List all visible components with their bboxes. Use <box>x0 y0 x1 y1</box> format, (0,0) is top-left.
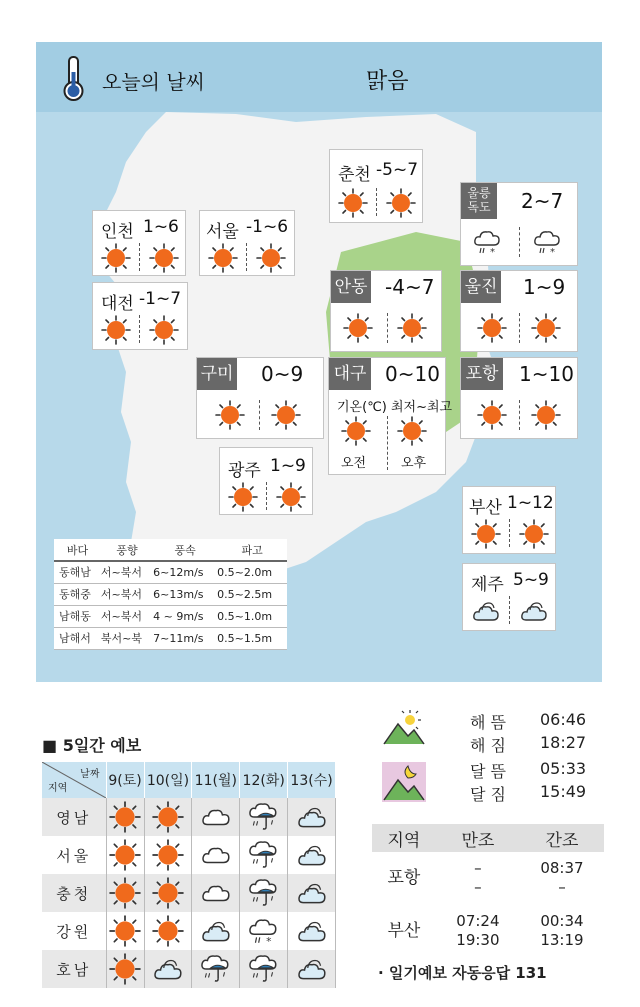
sun-icon <box>228 482 258 512</box>
sun-icon <box>519 519 549 549</box>
city-name: 서울 <box>206 222 239 242</box>
five-day-forecast-table <box>42 762 336 988</box>
sunset-time: 18:27 <box>540 733 587 752</box>
corner-region-label: 지역 <box>48 783 68 794</box>
moonrise-mountain-icon <box>382 762 426 802</box>
sunrise-label: 해 뜸 <box>470 713 506 732</box>
sea-cell: 6~13m/s <box>153 583 217 605</box>
sea-cell: 서~북서 <box>101 583 153 605</box>
city-temp: 0~9 <box>261 362 304 386</box>
moonrise-label: 달 뜸 <box>470 762 506 781</box>
weather-condition: 맑음 <box>366 69 409 94</box>
sun-icon <box>531 313 561 343</box>
forecast-day: 9(토) <box>106 762 144 798</box>
city-temp: 1~9 <box>270 456 306 476</box>
forecast-day: 13(수) <box>288 762 336 798</box>
divider <box>376 188 377 216</box>
partly-cloudy-icon <box>296 839 328 871</box>
forecast-corner-cell <box>42 762 106 798</box>
forecast-day: 12(화) <box>240 762 288 798</box>
sun-icon <box>343 313 373 343</box>
page-title: 오늘의 날씨 <box>102 70 205 94</box>
city-temp: 1~10 <box>519 362 574 386</box>
forecast-row <box>42 874 336 912</box>
divider <box>519 313 520 343</box>
city-name: 인천 <box>101 222 134 242</box>
sun-icon <box>109 839 141 871</box>
divider <box>139 315 140 343</box>
phone-service-note: · 일기예보 자동응답 131 <box>378 964 547 982</box>
sun-icon <box>397 313 427 343</box>
sun-icon <box>109 953 141 985</box>
rain-icon <box>248 801 280 833</box>
divider <box>387 416 388 470</box>
tide-region: 부산 <box>387 920 421 941</box>
sea-row <box>54 561 287 583</box>
city-card-andong <box>330 270 442 352</box>
tide-region: 포항 <box>387 867 421 888</box>
sea-header: 바다 <box>54 539 101 561</box>
sun-icon <box>271 400 301 430</box>
sea-row <box>54 627 287 649</box>
city-temp: 2~7 <box>521 189 564 213</box>
tide-header-row <box>372 824 604 852</box>
tide-low: 00:34 13:19 <box>540 912 584 949</box>
city-name: 광주 <box>228 461 261 481</box>
city-name: 대구 <box>329 358 371 390</box>
sun-icon <box>276 482 306 512</box>
city-temp: 0~10 <box>385 362 440 386</box>
sun-icon <box>471 519 501 549</box>
sea-cell: 동해남 <box>54 561 101 583</box>
sea-cell: 0.5~1.0m <box>217 605 287 627</box>
sea-header-row <box>54 539 287 561</box>
city-card-gwangju <box>219 447 313 515</box>
city-card-busan <box>462 486 556 554</box>
city-card-jeju <box>462 563 556 631</box>
sea-cell: 서~북서 <box>101 561 153 583</box>
tide-high: 07:24 19:30 <box>456 912 500 949</box>
tide-table <box>372 824 604 958</box>
city-temp: -1~6 <box>246 217 289 237</box>
am-label: 오전 <box>341 456 367 471</box>
sun-icon <box>208 243 238 273</box>
partly-cloudy-icon <box>296 801 328 833</box>
sunrise-mountain-icon <box>382 708 426 748</box>
forecast-title: ■ 5일간 예보 <box>42 736 142 755</box>
forecast-day: 10(일) <box>144 762 192 798</box>
corner-date-label: 날짜 <box>80 769 100 780</box>
divider <box>266 482 267 510</box>
sun-icon <box>215 400 245 430</box>
city-temp: 1~12 <box>507 493 554 513</box>
city-name: 울릉 독도 <box>461 183 497 219</box>
city-temp: -1~7 <box>139 289 182 309</box>
moonset-label: 달 짐 <box>470 785 506 804</box>
sun-icon <box>397 416 427 446</box>
sea-row <box>54 583 287 605</box>
sun-icon <box>341 416 371 446</box>
map-header <box>36 42 602 112</box>
partly-cloudy-icon <box>519 596 549 626</box>
city-card-ulleung <box>460 182 578 266</box>
forecast-day: 11(월) <box>192 762 240 798</box>
rain-icon <box>248 953 280 985</box>
forecast-region: 서울 <box>42 836 106 874</box>
city-card-daegu <box>328 357 453 475</box>
tide-header: 지역 <box>372 824 436 852</box>
partly-cloudy-icon <box>296 915 328 947</box>
city-name: 제주 <box>471 575 504 595</box>
forecast-row <box>42 912 336 950</box>
divider <box>519 400 520 430</box>
snow-rain-icon <box>473 227 503 257</box>
city-card-gumi <box>196 357 324 439</box>
forecast-region: 호남 <box>42 950 106 988</box>
tide-header: 만조 <box>436 824 520 852</box>
city-name: 포항 <box>461 358 503 390</box>
partly-cloudy-icon <box>471 596 501 626</box>
sun-icon <box>149 243 179 273</box>
sea-cell: 북서~북 <box>101 627 153 649</box>
cloud-icon <box>200 877 232 909</box>
city-card-incheon <box>92 210 186 276</box>
rain-icon <box>248 839 280 871</box>
moonrise-time: 05:33 <box>540 759 587 778</box>
sun-icon <box>152 877 184 909</box>
snow-rain-icon <box>533 227 563 257</box>
sea-header: 파고 <box>217 539 287 561</box>
divider <box>519 227 520 257</box>
divider <box>509 596 510 624</box>
sea-cell: 남해동 <box>54 605 101 627</box>
sun-icon <box>101 315 131 345</box>
rain-icon <box>200 953 232 985</box>
tide-high: – – <box>474 859 482 896</box>
sun-icon <box>109 877 141 909</box>
tide-header: 간조 <box>520 824 604 852</box>
sun-icon <box>152 801 184 833</box>
sea-cell: 7~11m/s <box>153 627 217 649</box>
forecast-row <box>42 950 336 988</box>
city-name: 안동 <box>331 271 371 303</box>
sunrise-time: 06:46 <box>540 710 587 729</box>
city-temp: 1~6 <box>143 217 179 237</box>
forecast-region: 영남 <box>42 798 106 836</box>
sun-icon <box>109 801 141 833</box>
divider <box>387 313 388 343</box>
pm-label: 오후 <box>401 456 427 471</box>
snow-rain-icon <box>248 915 280 947</box>
sea-conditions-table <box>54 539 287 650</box>
city-temp: -5~7 <box>376 160 419 180</box>
forecast-region: 충청 <box>42 874 106 912</box>
sea-cell: 4 ~ 9m/s <box>153 605 217 627</box>
divider <box>509 519 510 547</box>
tide-low: 08:37 – <box>540 859 584 896</box>
partly-cloudy-icon <box>200 915 232 947</box>
partly-cloudy-icon <box>296 877 328 909</box>
city-name: 춘천 <box>338 165 371 185</box>
sun-icon <box>152 839 184 871</box>
sea-cell: 0.5~1.5m <box>217 627 287 649</box>
divider <box>139 243 140 271</box>
sun-icon <box>109 915 141 947</box>
sea-cell: 0.5~2.0m <box>217 561 287 583</box>
sun-icon <box>338 188 368 218</box>
tide-row <box>372 852 604 904</box>
sun-icon <box>256 243 286 273</box>
sea-cell: 서~북서 <box>101 605 153 627</box>
forecast-row <box>42 836 336 874</box>
forecast-row <box>42 798 336 836</box>
sea-cell: 6~12m/s <box>153 561 217 583</box>
sea-header: 풍속 <box>153 539 217 561</box>
sun-icon <box>531 400 561 430</box>
temp-legend: 기온(℃) 최저~최고 <box>337 400 453 415</box>
sun-icon <box>477 400 507 430</box>
divider <box>246 243 247 271</box>
moonset-time: 15:49 <box>540 782 587 801</box>
partly-cloudy-icon <box>152 953 184 985</box>
sunset-label: 해 짐 <box>470 736 506 755</box>
cloud-icon <box>200 839 232 871</box>
city-card-daejeon <box>92 282 188 350</box>
city-name: 구미 <box>197 358 237 390</box>
forecast-region: 강원 <box>42 912 106 950</box>
rain-icon <box>248 877 280 909</box>
city-name: 대전 <box>101 294 134 314</box>
city-name: 부산 <box>469 498 502 518</box>
sea-cell: 남해서 <box>54 627 101 649</box>
sun-icon <box>149 315 179 345</box>
city-temp: -4~7 <box>385 275 435 299</box>
divider <box>259 400 260 430</box>
thermometer-icon <box>58 54 88 104</box>
city-card-chuncheon <box>329 149 423 223</box>
city-card-pohang <box>460 357 578 439</box>
city-card-uljin <box>460 270 578 352</box>
sea-row <box>54 605 287 627</box>
sea-cell: 0.5~2.5m <box>217 583 287 605</box>
tide-row <box>372 904 604 958</box>
sea-header: 풍향 <box>101 539 153 561</box>
city-card-seoul <box>199 210 295 276</box>
sun-icon <box>101 243 131 273</box>
partly-cloudy-icon <box>296 953 328 985</box>
city-temp: 5~9 <box>513 570 549 590</box>
city-temp: 1~9 <box>523 275 566 299</box>
sea-cell: 동해중 <box>54 583 101 605</box>
city-name: 울진 <box>461 271 501 303</box>
forecast-header-row <box>42 762 336 798</box>
sun-icon <box>152 915 184 947</box>
sun-icon <box>477 313 507 343</box>
cloud-icon <box>200 801 232 833</box>
weather-map <box>36 42 602 682</box>
sun-icon <box>386 188 416 218</box>
